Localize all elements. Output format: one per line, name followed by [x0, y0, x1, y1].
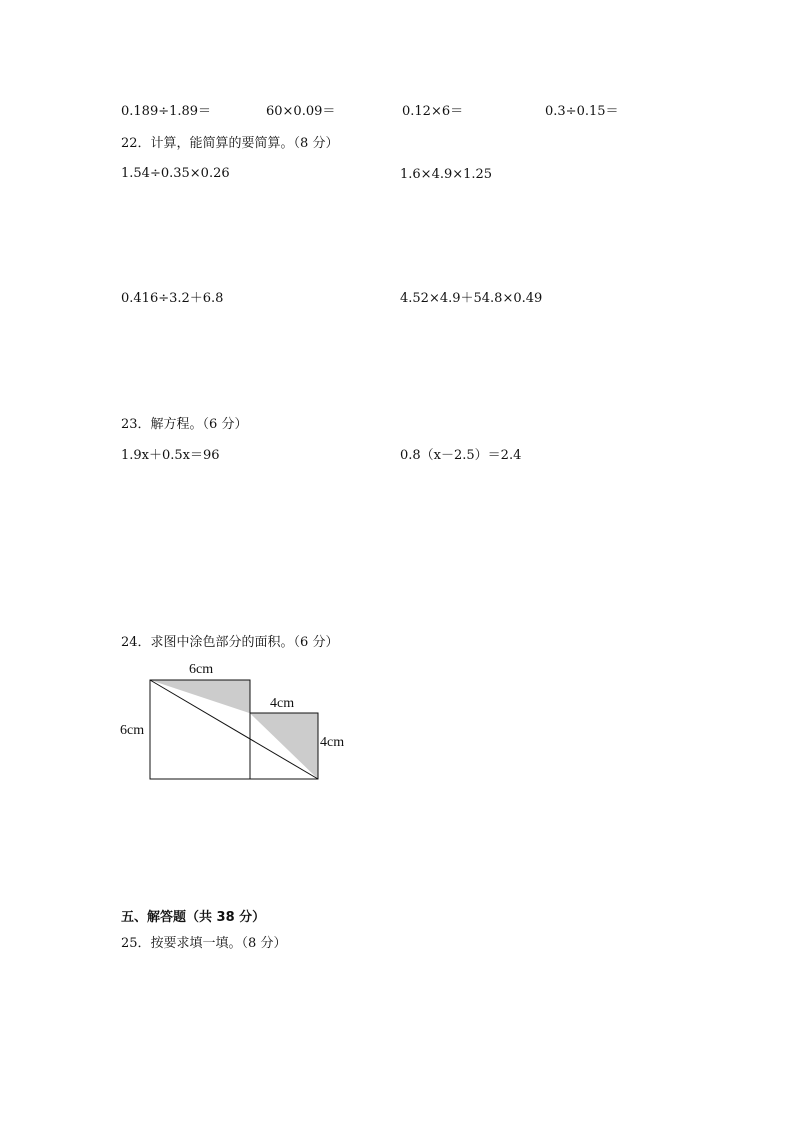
shaded-triangle-big: [150, 680, 250, 713]
expr-21-4: 0.3÷0.15＝: [545, 104, 619, 119]
expr-21-3: 0.12×6＝: [402, 104, 464, 119]
expr-21-1: 0.189÷1.89＝: [121, 104, 212, 119]
question-24-title: 24．求图中涂色部分的面积。（6 分）: [121, 635, 339, 650]
expr-22-4: 4.52×4.9＋54.8×0.49: [400, 291, 543, 306]
expr-21-2: 60×0.09＝: [266, 104, 336, 119]
shaded-area-figure: [112, 656, 372, 791]
equation-23-2: 0.8（x－2.5）＝2.4: [400, 448, 522, 463]
shaded-region-small: [250, 713, 318, 779]
question-25-title: 25．按要求填一填。（8 分）: [121, 936, 287, 951]
label-top: 6cm: [189, 662, 214, 677]
label-small-top: 4cm: [270, 696, 295, 711]
equation-23-1: 1.9x＋0.5x＝96: [121, 448, 220, 463]
expr-22-1: 1.54÷0.35×0.26: [121, 166, 230, 181]
expr-22-3: 0.416÷3.2＋6.8: [121, 291, 224, 306]
label-small-right: 4cm: [320, 735, 345, 750]
expr-22-2: 1.6×4.9×1.25: [400, 167, 493, 182]
section-5-title: 五、解答题（共 38 分）: [121, 910, 266, 925]
label-left: 6cm: [120, 723, 145, 738]
question-23-title: 23．解方程。（6 分）: [121, 417, 248, 432]
question-22-title: 22．计算，能简算的要简算。（8 分）: [121, 136, 339, 151]
